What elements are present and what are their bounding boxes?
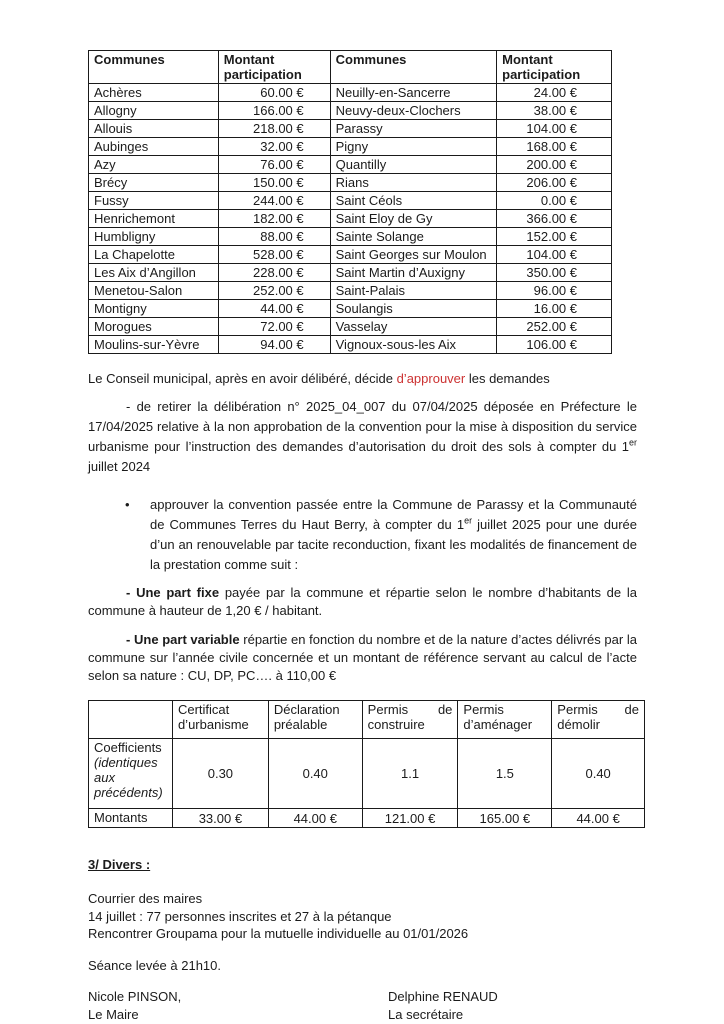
commune-name: Azy xyxy=(89,156,219,174)
commune-name: Soulangis xyxy=(330,300,497,318)
commune-amount: 252.00 € xyxy=(218,282,330,300)
commune-amount: 166.00 € xyxy=(218,102,330,120)
commune-amount: 60.00 € xyxy=(218,84,330,102)
commune-name: Neuvy-deux-Clochers xyxy=(330,102,497,120)
commune-amount: 106.00 € xyxy=(497,336,612,354)
divers-line: Courrier des maires xyxy=(88,891,203,907)
commune-name: Menetou-Salon xyxy=(89,282,219,300)
coefficients-label-italic: (identiques aux précédents) xyxy=(94,755,163,801)
commune-amount: 152.00 € xyxy=(497,228,612,246)
commune-amount: 94.00 € xyxy=(218,336,330,354)
tarifs-actes-table xyxy=(88,700,645,828)
commune-name: Achères xyxy=(89,84,219,102)
commune-amount: 24.00 € xyxy=(497,84,612,102)
part-fixe-text: payée par la commune et répartie selon le nombre d’habitants de la commune à hauteur de 1,20 € / habitant. xyxy=(88,585,638,619)
header-communes-left: Communes xyxy=(89,51,219,84)
part-fixe-paragraph xyxy=(88,584,637,620)
table-row xyxy=(89,174,612,192)
table-row xyxy=(89,318,612,336)
bullet-item xyxy=(125,495,637,576)
montants-row xyxy=(89,809,645,828)
retirer-paragraph xyxy=(88,397,637,478)
commune-name: Vasselay xyxy=(330,318,497,336)
commune-amount: 104.00 € xyxy=(497,246,612,264)
part-fixe-label: - Une part fixe xyxy=(126,585,220,601)
coefficient-value: 0.40 xyxy=(268,739,362,809)
commune-amount: 244.00 € xyxy=(218,192,330,210)
part-variable-text: répartie en fonction du nombre et de la nature d’actes délivrés par la commune sur l’année civile concernée et un montant de référence servant au calcul de l’acte selon sa nature : CU, DP, PC…. à 110,00 € xyxy=(88,631,637,683)
montant-value: 44.00 € xyxy=(552,809,645,828)
divers-line: 14 juillet : 77 personnes inscrites et 27 à la pétanque xyxy=(88,908,392,924)
montant-value: 165.00 € xyxy=(458,809,552,828)
header-permis-construire: Permis de construire xyxy=(362,701,458,739)
commune-amount: 150.00 € xyxy=(218,174,330,192)
coefficient-value: 1.1 xyxy=(362,739,458,809)
decision-suffix: les demandes xyxy=(465,371,550,386)
header-certificat-urbanisme: Certificat d’urbanisme xyxy=(172,701,268,739)
coefficient-value: 1.5 xyxy=(458,739,552,809)
commune-name: Allouis xyxy=(89,120,219,138)
commune-name: Aubinges xyxy=(89,138,219,156)
coefficients-label-text: Coefficients xyxy=(94,740,162,756)
commune-amount: 104.00 € xyxy=(497,120,612,138)
commune-amount: 182.00 € xyxy=(218,210,330,228)
commune-name: Saint Céols xyxy=(330,192,497,210)
part-variable-paragraph xyxy=(88,631,637,686)
commune-amount: 168.00 € xyxy=(497,138,612,156)
table-row xyxy=(89,264,612,282)
commune-amount: 252.00 € xyxy=(497,318,612,336)
montants-label: Montants xyxy=(89,809,173,828)
retirer-text: - de retirer la délibération n° 2025_04_007 du 07/04/2025 déposée en Préfecture le 17/04/2025 relative à la non approbation de la convention pour la mise à disposition du service urbanisme pour l’instruction des demandes d’autorisation du droit des sols à compter du 1 xyxy=(88,399,637,455)
table-row xyxy=(89,228,612,246)
commune-name: Saint-Palais xyxy=(330,282,497,300)
retirer-text-end: juillet 2024 xyxy=(88,459,151,475)
table-row xyxy=(89,336,612,354)
commune-amount: 38.00 € xyxy=(497,102,612,120)
commune-amount: 200.00 € xyxy=(497,156,612,174)
commune-name: Montigny xyxy=(89,300,219,318)
divers-notes xyxy=(88,890,637,943)
commune-amount: 350.00 € xyxy=(497,264,612,282)
header-declaration-prealable: Déclaration préalable xyxy=(268,701,362,739)
signature-secretary xyxy=(388,988,498,1023)
superscript-er: er xyxy=(628,437,637,448)
montant-value: 44.00 € xyxy=(268,809,362,828)
commune-amount: 76.00 € xyxy=(218,156,330,174)
bullet-text-end: juillet 2025 pour une durée d’un an renouvelable par tacite reconduction, fixant les modalités de financement de la prestation comme suit : xyxy=(150,516,637,572)
commune-name: Saint Martin d’Auxigny xyxy=(330,264,497,282)
table-row xyxy=(89,210,612,228)
commune-name: Neuilly-en-Sancerre xyxy=(330,84,497,102)
divers-line: Rencontrer Groupama pour la mutuelle individuelle au 01/01/2026 xyxy=(88,926,469,942)
commune-name: Fussy xyxy=(89,192,219,210)
commune-name: Quantilly xyxy=(330,156,497,174)
commune-amount: 366.00 € xyxy=(497,210,612,228)
table-row xyxy=(89,156,612,174)
communes-participation-table xyxy=(88,50,612,354)
commune-amount: 206.00 € xyxy=(497,174,612,192)
table-row xyxy=(89,102,612,120)
table-header-row xyxy=(89,51,612,84)
header-permis-amenager: Permis d’aménager xyxy=(458,701,552,739)
commune-name: La Chapelotte xyxy=(89,246,219,264)
signature-mayor xyxy=(88,988,388,1023)
superscript-er: er xyxy=(464,515,473,526)
commune-name: Henrichemont xyxy=(89,210,219,228)
signature-block xyxy=(88,988,637,1023)
commune-name: Parassy xyxy=(330,120,497,138)
secretary-name: Delphine RENAUD xyxy=(388,989,498,1005)
decision-line xyxy=(88,371,637,386)
commune-name: Vignoux-sous-les Aix xyxy=(330,336,497,354)
commune-amount: 72.00 € xyxy=(218,318,330,336)
header-permis-demolir: Permis de démolir xyxy=(552,701,645,739)
table-row xyxy=(89,138,612,156)
table-row xyxy=(89,282,612,300)
commune-amount: 96.00 € xyxy=(497,282,612,300)
commune-amount: 228.00 € xyxy=(218,264,330,282)
montant-value: 33.00 € xyxy=(172,809,268,828)
header-communes-right: Communes xyxy=(330,51,497,84)
commune-amount: 218.00 € xyxy=(218,120,330,138)
commune-name: Saint Georges sur Moulon xyxy=(330,246,497,264)
commune-amount: 528.00 € xyxy=(218,246,330,264)
commune-amount: 44.00 € xyxy=(218,300,330,318)
closing-line: Séance levée à 21h10. xyxy=(88,958,221,974)
montant-value: 121.00 € xyxy=(362,809,458,828)
commune-amount: 32.00 € xyxy=(218,138,330,156)
commune-name: Sainte Solange xyxy=(330,228,497,246)
mayor-role: Le Maire xyxy=(88,1006,139,1022)
header-montant-left: Montant participation xyxy=(218,51,330,84)
table-row xyxy=(89,120,612,138)
commune-amount: 88.00 € xyxy=(218,228,330,246)
commune-name: Pigny xyxy=(330,138,497,156)
commune-name: Les Aix d’Angillon xyxy=(89,264,219,282)
table-row xyxy=(89,246,612,264)
tarifs-header-row xyxy=(89,701,645,739)
bullet-text-start: approuver la convention passée entre la Commune de Parassy et la Communauté de Communes Terres du Haut Berry, à compter du 1 xyxy=(150,496,637,532)
commune-amount: 16.00 € xyxy=(497,300,612,318)
commune-name: Brécy xyxy=(89,174,219,192)
table-row xyxy=(89,192,612,210)
commune-name: Moulins-sur-Yèvre xyxy=(89,336,219,354)
corner-cell xyxy=(89,701,173,739)
coefficients-row xyxy=(89,739,645,809)
table-row xyxy=(89,300,612,318)
decision-prefix: Le Conseil municipal, après en avoir délibéré, décide xyxy=(88,371,397,386)
mayor-name: Nicole PINSON, xyxy=(88,989,182,1005)
commune-name: Allogny xyxy=(89,102,219,120)
commune-name: Humbligny xyxy=(89,228,219,246)
part-variable-label: - Une part variable xyxy=(126,631,240,647)
coefficient-value: 0.40 xyxy=(552,739,645,809)
commune-name: Morogues xyxy=(89,318,219,336)
divers-section-title: 3/ Divers : xyxy=(88,857,151,873)
commune-amount: 0.00 € xyxy=(497,192,612,210)
secretary-role: La secrétaire xyxy=(388,1006,464,1022)
commune-name: Rians xyxy=(330,174,497,192)
header-montant-right: Montant participation xyxy=(497,51,612,84)
table-row xyxy=(89,84,612,102)
coefficients-label xyxy=(89,739,173,809)
coefficient-value: 0.30 xyxy=(172,739,268,809)
bullet-icon: • xyxy=(125,496,130,512)
bullet-paragraph xyxy=(150,495,637,576)
commune-name: Saint Eloy de Gy xyxy=(330,210,497,228)
decision-highlight-red: d’approuver xyxy=(396,371,466,386)
